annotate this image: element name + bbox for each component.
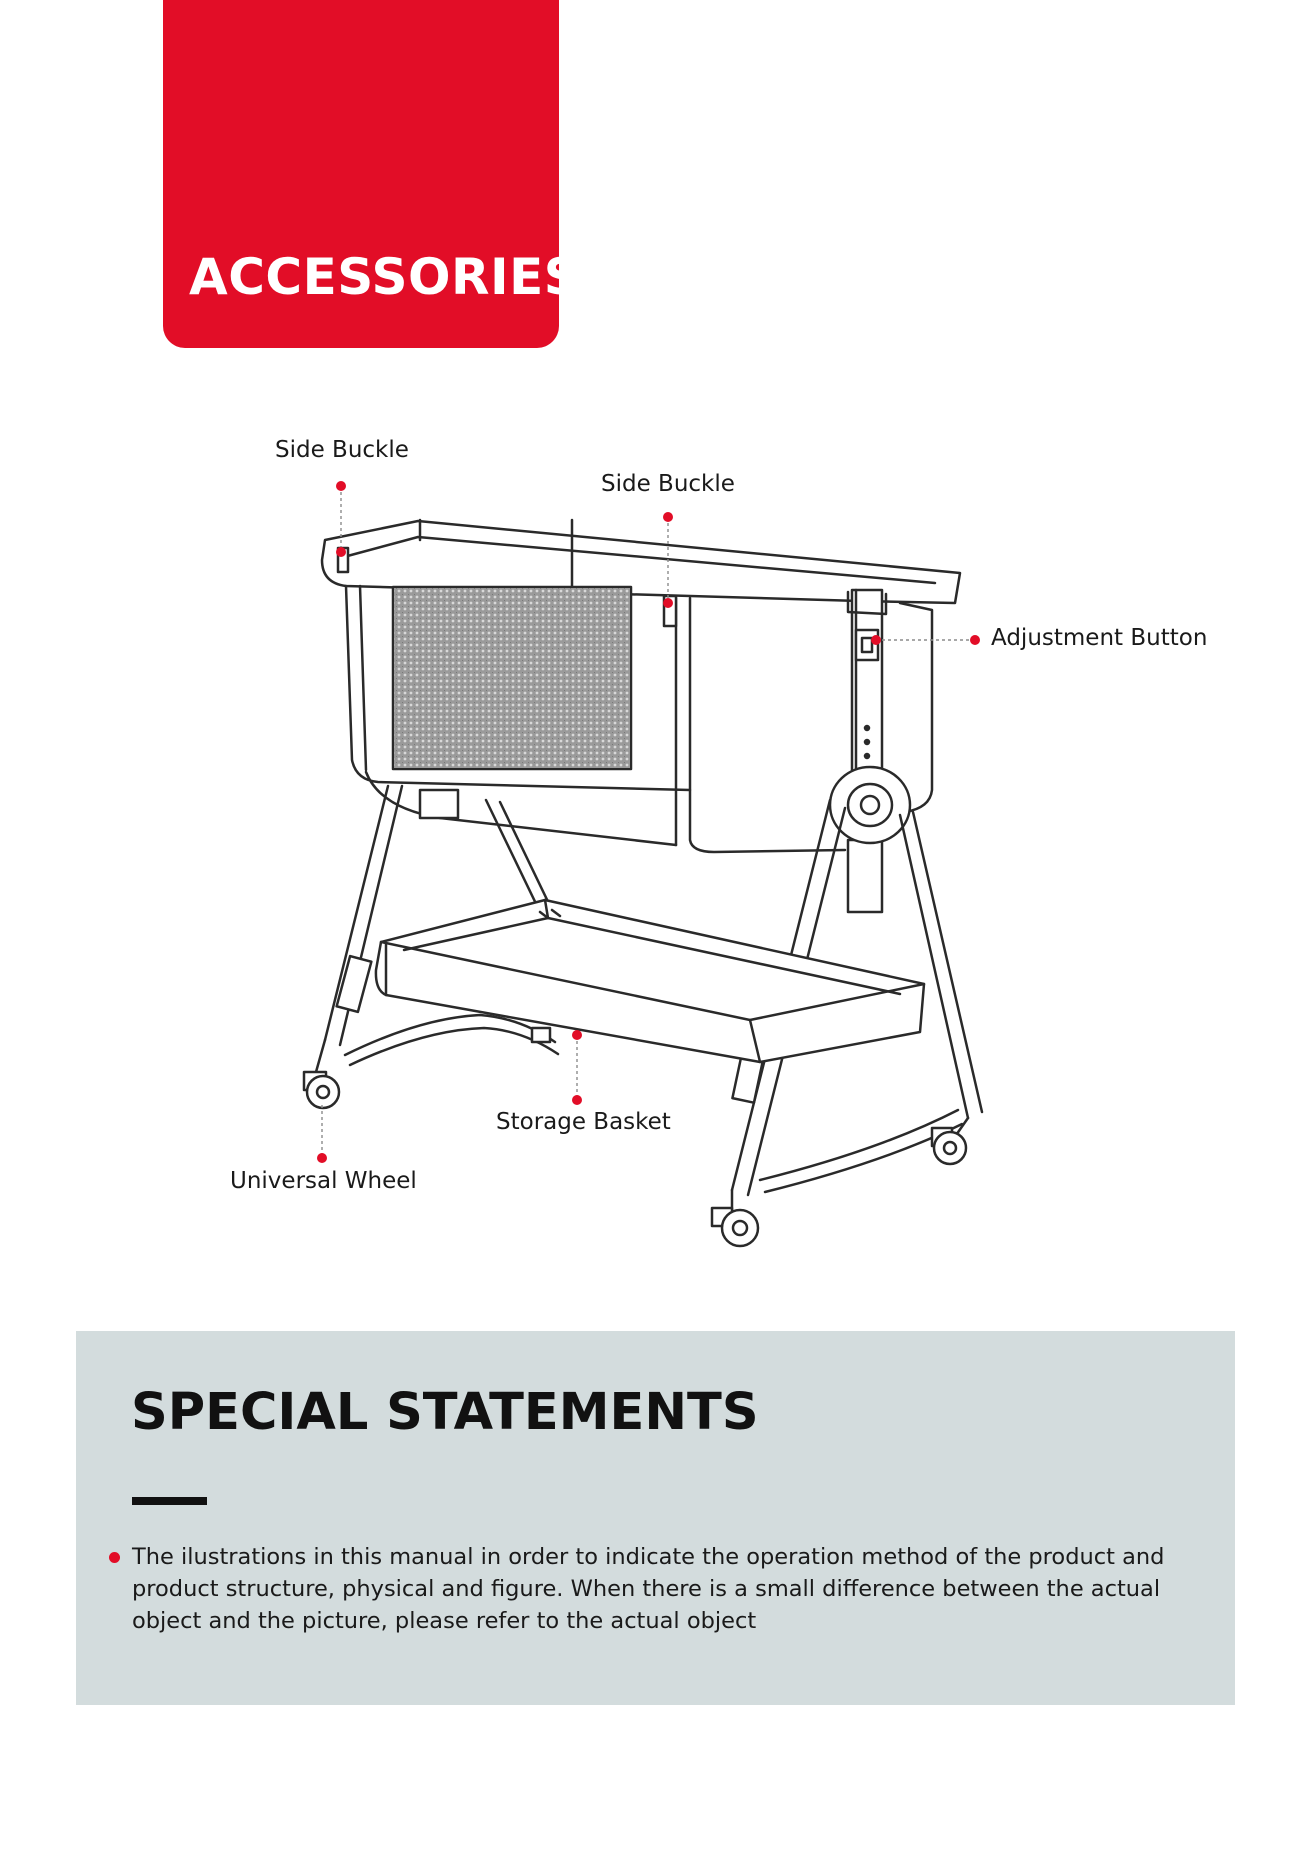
callout-dot-storage-top	[572, 1030, 582, 1040]
callout-dot-storage-bottom	[572, 1095, 582, 1105]
section-title: ACCESSORIES	[189, 248, 581, 306]
bullet-dot	[109, 1552, 120, 1563]
callout-dot-adjustment-left	[871, 635, 881, 645]
label-storage-basket: Storage Basket	[496, 1109, 671, 1135]
statement-item: The ilustrations in this manual in order to indicate the operation method of the product and product structure, physical and figure. When there is a small difference between the actual object and the picture, please refer to the actual object	[132, 1544, 1165, 1634]
label-adjustment-button: Adjustment Button	[991, 625, 1208, 651]
callout-dot-side-buckle-left-top	[336, 481, 346, 491]
label-universal-wheel: Universal Wheel	[230, 1168, 417, 1194]
label-side-buckle-center: Side Buckle	[601, 471, 735, 497]
statements-title: SPECIAL STATEMENTS	[131, 1383, 759, 1442]
title-underline	[132, 1497, 207, 1505]
callout-dot-side-buckle-center-top	[663, 512, 673, 522]
special-statements-panel	[76, 1331, 1235, 1705]
mesh-panel	[394, 588, 630, 768]
callout-dot-wheel	[317, 1153, 327, 1163]
callout-dot-side-buckle-center-bottom	[663, 598, 673, 608]
label-side-buckle-left: Side Buckle	[275, 437, 409, 463]
callout-dot-side-buckle-left-bottom	[336, 547, 346, 557]
callout-dot-adjustment-right	[970, 635, 980, 645]
